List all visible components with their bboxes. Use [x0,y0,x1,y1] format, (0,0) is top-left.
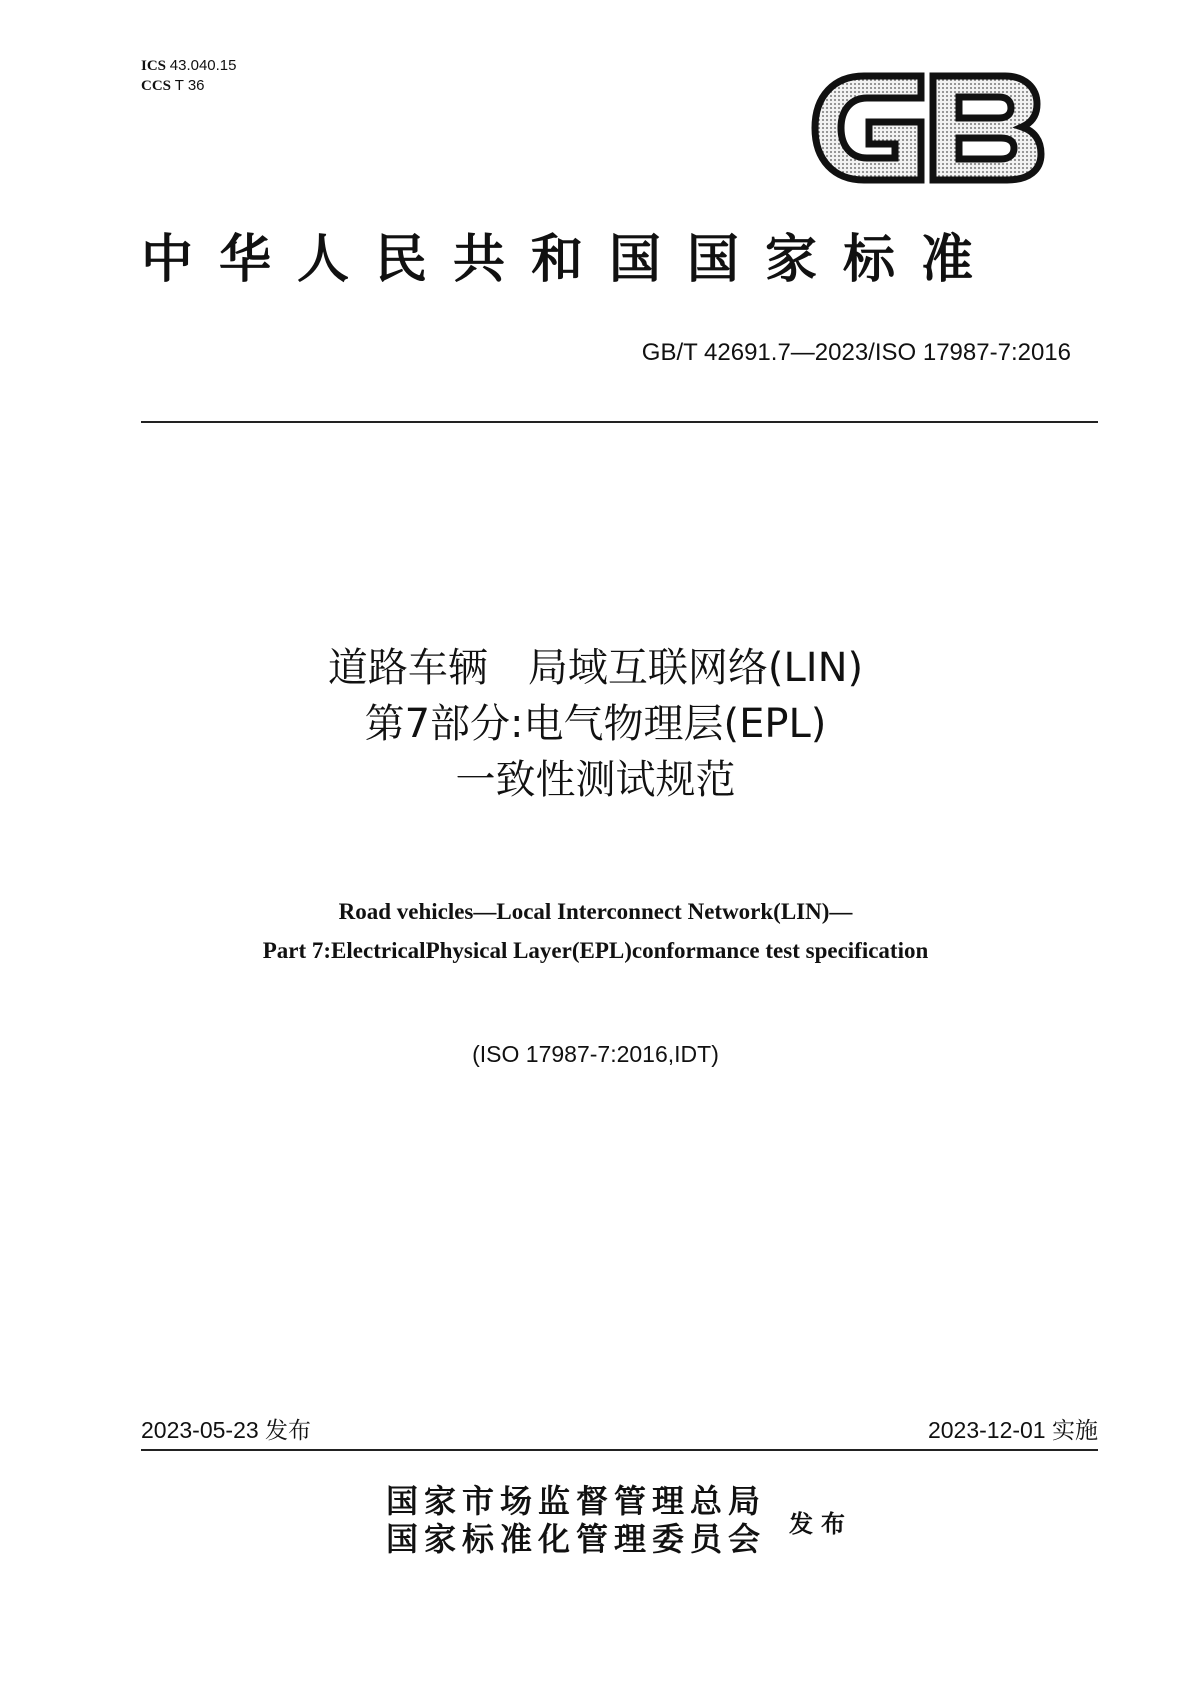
standard-number: GB/T 42691.7—2023/ISO 17987-7:2016 [641,339,1071,366]
ics-line [141,56,237,76]
publish-label: 发布 [789,1509,853,1538]
ccs-label: CCS [141,78,172,94]
iso-equivalence-reference: (ISO 17987-7:2016,IDT) [472,1041,719,1067]
issue-date: 2023-05-23 发布 [141,1417,312,1443]
ics-value: 43.040.15 [169,57,237,74]
ccs-line [141,76,237,96]
gb-logo [809,66,1045,190]
chinese-title-line-2: 第7部分:电气物理层(EPL) [364,701,827,747]
publisher-samr: 国家市场监督管理总局 [386,1482,767,1520]
footer-divider [141,1449,1098,1451]
chinese-title [0,640,1191,808]
english-title [0,892,1191,970]
header-divider [141,421,1098,423]
chinese-title-line-1: 道路车辆 局域互联网络(LIN) [327,645,864,691]
publishing-organizations [386,1482,766,1558]
ccs-value: T 36 [174,77,205,94]
classification-codes [141,56,237,96]
chinese-title-line-3: 一致性测试规范 [455,757,736,803]
publisher-sac: 国家标准化管理委员会 [386,1520,767,1558]
english-title-line-1: Road vehicles—Local Interconnect Network(LIN)— [338,899,853,924]
implementation-date: 2023-12-01 实施 [927,1417,1098,1443]
national-standard-title: 中华人民共和国国家标准 [141,229,1000,290]
english-title-line-2: Part 7:ElectricalPhysical Layer(EPL)conformance test specification [262,938,929,963]
ics-label: ICS [141,58,167,74]
